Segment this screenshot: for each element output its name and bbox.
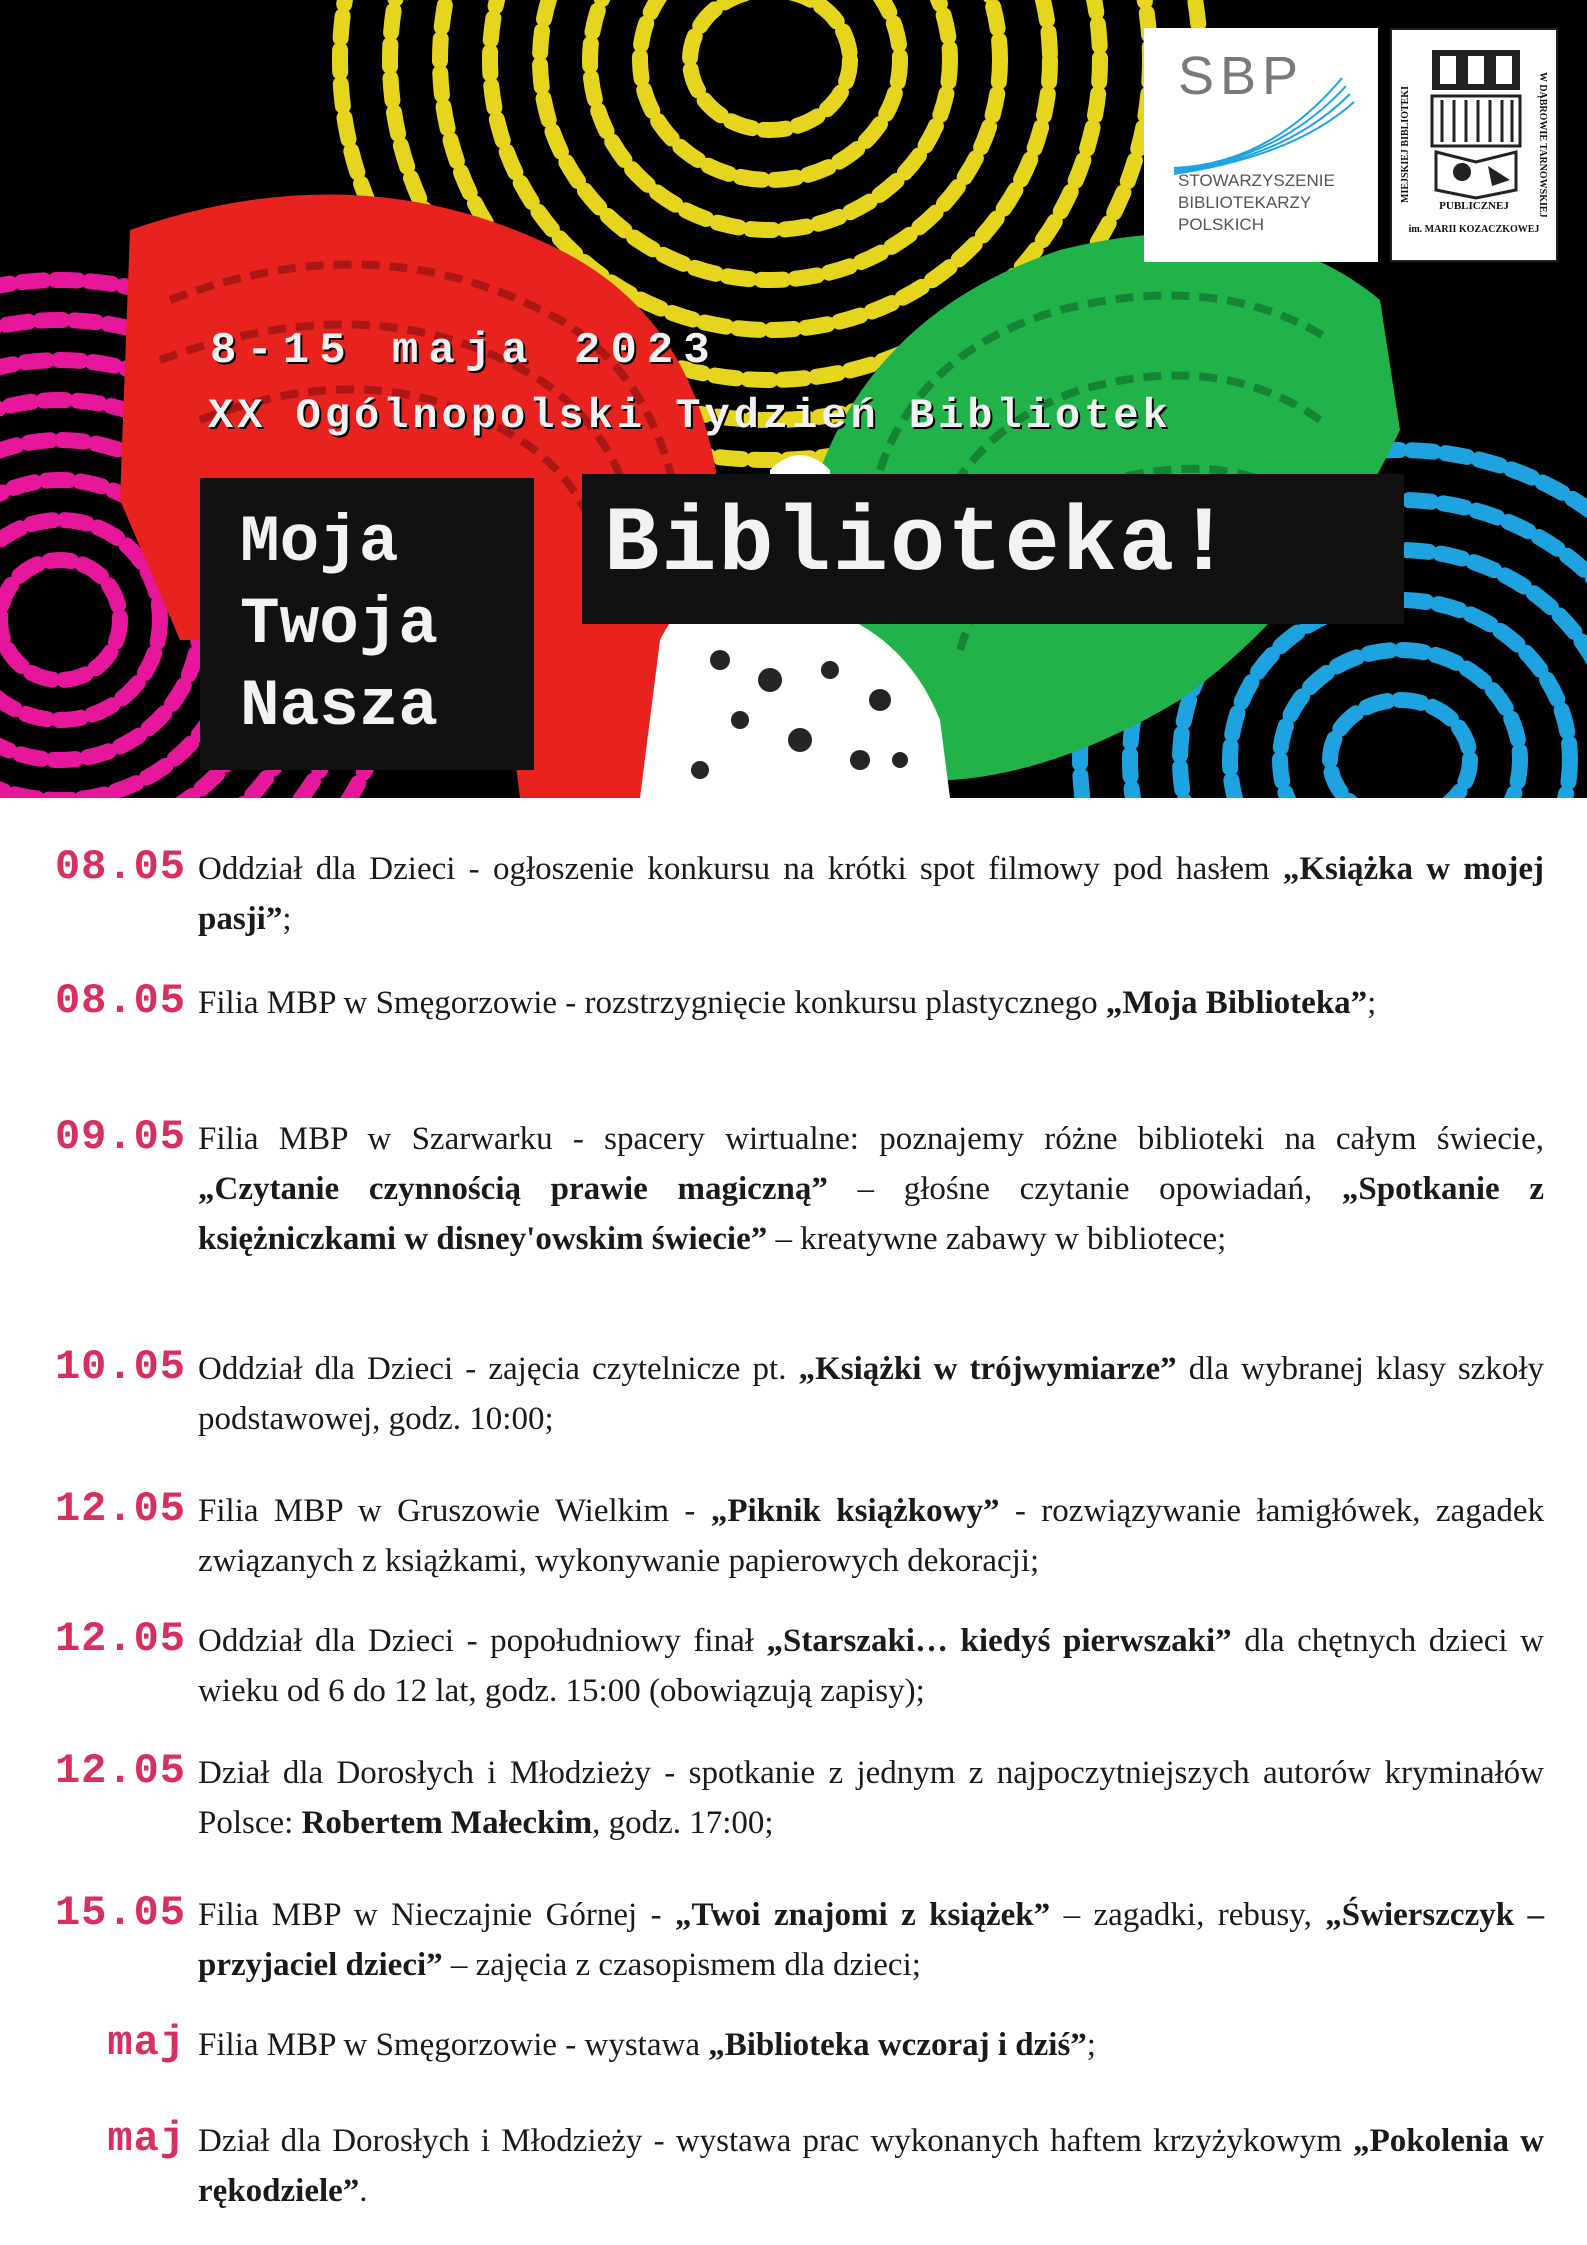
- event-title: XX Ogólnopolski Tydzień Bibliotek: [208, 392, 1172, 440]
- entry-highlight: „Książka w mojej pasji”: [198, 851, 1544, 937]
- entry-highlight: Robertem Małeckim: [301, 1805, 593, 1841]
- sbp-name-line: POLSKICH: [1178, 215, 1264, 234]
- entry-text-part: Oddział dla Dzieci - zajęcia czytelnicze pt.: [198, 1351, 799, 1387]
- entry-text-part: ;: [1086, 2027, 1096, 2063]
- entry-text-part: Filia MBP w Nieczajnie Górnej -: [198, 1897, 676, 1933]
- entry-text-part: – głośne czytanie opowiadań,: [827, 1171, 1342, 1207]
- mbp-name-bottom: im. MARII KOZACZKOWEJ: [1408, 224, 1540, 235]
- entry-text-part: .: [359, 2173, 368, 2209]
- entry-highlight: „Pokolenia w rękodziele”: [198, 2123, 1544, 2209]
- sbp-logo: [1144, 28, 1378, 262]
- entry-description: [198, 978, 1544, 1028]
- entry-text-part: – kreatywne zabawy w bibliotece;: [767, 1221, 1227, 1257]
- entry-text-part: Dział dla Dorosłych i Młodzieży - wystawa prac wykonanych haftem krzyżykowym: [198, 2123, 1354, 2159]
- sbp-swoosh-icon: [1170, 68, 1360, 178]
- entry-highlight: „Czytanie czynnością prawie magiczną”: [198, 1171, 828, 1207]
- entry-description: [198, 1344, 1544, 1444]
- slogan-line: Twoja: [240, 587, 439, 662]
- slogan-line: Nasza: [240, 669, 439, 744]
- entry-highlight: „Twoi znajomi z książek”: [675, 1897, 1051, 1933]
- entry-text-part: – zagadki, rebusy,: [1050, 1897, 1326, 1933]
- entry-date: 12.05: [54, 1615, 186, 1663]
- entry-text-part: Filia MBP w Smęgorzowie - wystawa: [198, 2027, 709, 2063]
- mbp-name-middle: PUBLICZNEJ: [1439, 200, 1509, 212]
- entry-date: 09.05: [54, 1113, 186, 1161]
- entry-description: [198, 1616, 1544, 1716]
- entry-description: [198, 2116, 1544, 2216]
- entry-date: 10.05: [54, 1343, 186, 1391]
- entry-date: 12.05: [54, 1747, 186, 1795]
- slogan-box: [200, 478, 534, 770]
- entry-description: [198, 1748, 1544, 1848]
- entry-highlight: „Starszaki… kiedyś pierwszaki”: [766, 1623, 1232, 1659]
- entry-text-part: ;: [282, 901, 292, 937]
- mbp-name-left: MIEJSKIEJ BIBLIOTEKI: [1400, 86, 1411, 204]
- entry-text-part: – zajęcia z czasopismem dla dzieci;: [442, 1947, 921, 1983]
- sbp-abbr: SBP: [1178, 46, 1305, 106]
- mbp-name-right: W DĄBROWIE TARNOWSKIEJ: [1537, 72, 1548, 218]
- entry-highlight: „Moja Biblioteka”: [1105, 985, 1368, 1021]
- library-word: Biblioteka!: [604, 492, 1234, 597]
- sbp-name-line: BIBLIOTEKARZY: [1178, 193, 1312, 212]
- entry-date: maj: [107, 2115, 186, 2163]
- entry-description: [198, 1114, 1544, 1264]
- entry-text-part: Oddział dla Dzieci - popołudniowy finał: [198, 1623, 767, 1659]
- entry-text-part: Oddział dla Dzieci - ogłoszenie konkursu na krótki spot filmowy pod hasłem: [198, 851, 1283, 887]
- entry-highlight: „Biblioteka wczoraj i dziś”: [708, 2027, 1087, 2063]
- entry-text-part: Dział dla Dorosłych i Młodzieży - spotkanie z jednym z najpoczytniejszych autorów kryminałów Polsce:: [198, 1755, 1544, 1841]
- entry-description: [198, 1486, 1544, 1586]
- entry-description: [198, 844, 1544, 944]
- entry-highlight: „Świerszczyk – przyjaciel dzieci”: [198, 1897, 1544, 1983]
- event-dates: 8-15 maja 2023: [210, 326, 720, 376]
- library-box: [582, 474, 1404, 624]
- banner: [0, 0, 1587, 798]
- entry-text-part: - rozwiązywanie łamigłówek, zagadek związanych z książkami, wykonywanie papierowych dekoracji;: [198, 1493, 1544, 1579]
- entry-text-part: Filia MBP w Szarwarku - spacery wirtualne: poznajemy różne biblioteki na całym świecie,: [198, 1121, 1544, 1157]
- entry-text-part: Filia MBP w Gruszowie Wielkim -: [198, 1493, 711, 1529]
- entry-date: maj: [107, 2019, 186, 2067]
- entry-text-part: dla wybranej klasy szkoły podstawowej, godz. 10:00;: [198, 1351, 1544, 1437]
- sbp-name-line: STOWARZYSZENIE: [1178, 171, 1335, 190]
- entry-highlight: „Piknik książkowy”: [710, 1493, 1000, 1529]
- entry-date: 08.05: [54, 843, 186, 891]
- entry-highlight: „Książki w trójwymiarze”: [798, 1351, 1177, 1387]
- entry-description: [198, 1890, 1544, 1990]
- entry-description: [198, 2020, 1544, 2070]
- entry-text-part: Filia MBP w Smęgorzowie - rozstrzygnięcie konkursu plastycznego: [198, 985, 1106, 1021]
- entry-date: 12.05: [54, 1485, 186, 1533]
- entry-text-part: , godz. 17:00;: [592, 1805, 774, 1841]
- entry-highlight: „Spotkanie z księżniczkami w disney'owskim świecie”: [198, 1171, 1544, 1257]
- mbp-logo: [1390, 28, 1558, 262]
- slogan-line: Moja: [240, 505, 399, 580]
- entry-date: 15.05: [54, 1889, 186, 1937]
- entry-text-part: dla chętnych dzieci w wieku od 6 do 12 lat, godz. 15:00 (obowiązują zapisy);: [198, 1623, 1544, 1709]
- ex-libris-book-icon: [1392, 30, 1560, 200]
- entry-text-part: ;: [1367, 985, 1377, 1021]
- entry-date: 08.05: [54, 977, 186, 1025]
